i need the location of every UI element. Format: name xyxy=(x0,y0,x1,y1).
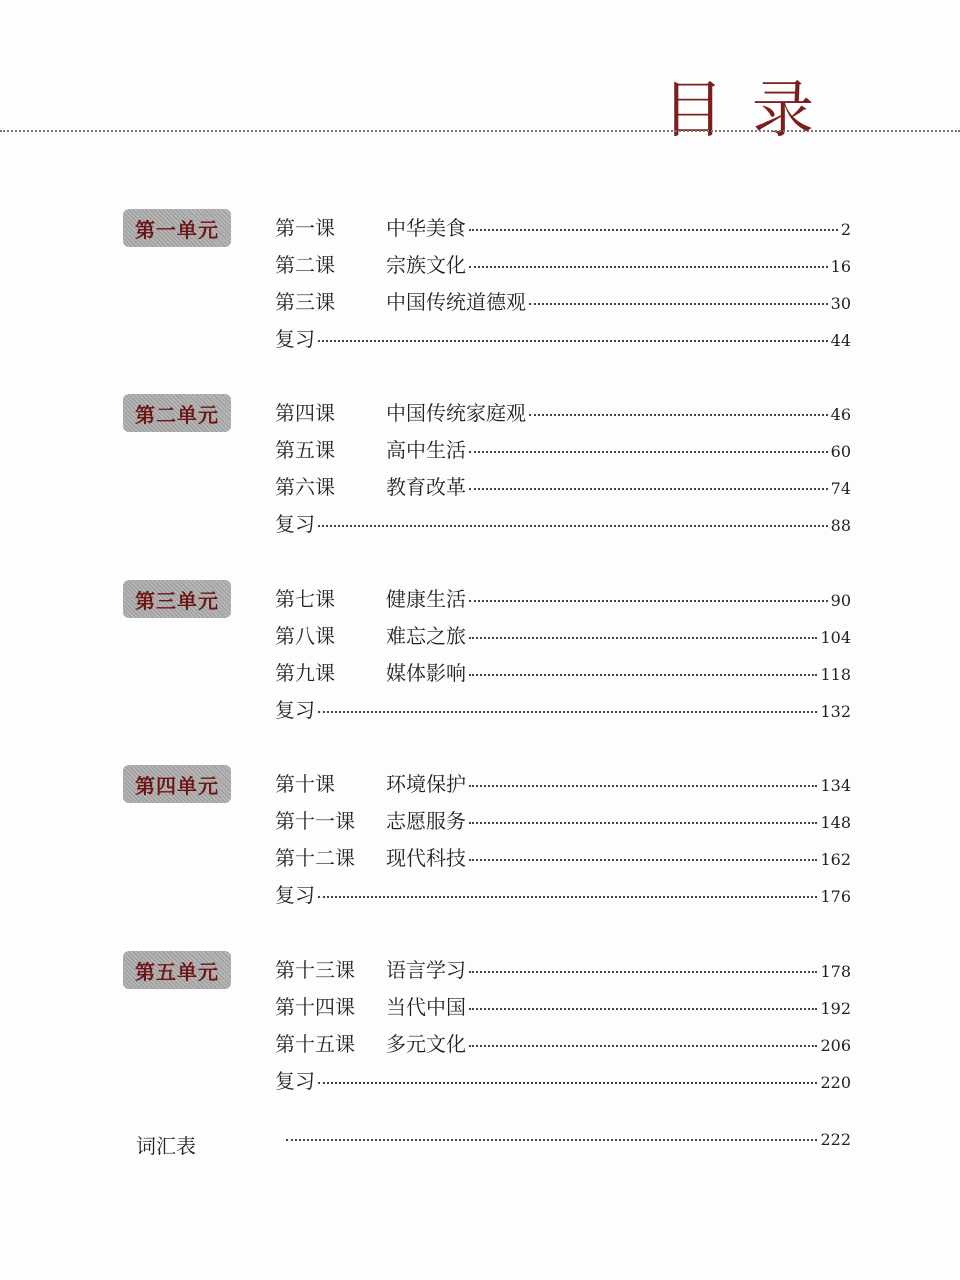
lesson-number: 第七课 xyxy=(275,587,335,611)
lesson-number: 第十一课 xyxy=(275,809,355,833)
lesson-number: 第十二课 xyxy=(275,846,355,870)
unit-badge: 第三单元 xyxy=(123,580,231,618)
page-number: 176 xyxy=(820,887,851,906)
leader-dots xyxy=(318,1082,817,1084)
lesson-number: 第二课 xyxy=(275,253,335,277)
toc-entry[interactable] xyxy=(275,1028,851,1058)
lesson-number: 第八课 xyxy=(275,624,335,648)
lesson-title: 难忘之旅 xyxy=(386,624,466,648)
leader-dots xyxy=(469,266,828,268)
leader-dots xyxy=(469,637,817,639)
leader-dots xyxy=(529,303,828,305)
lesson-title: 中国传统道德观 xyxy=(386,290,526,314)
toc-entry[interactable] xyxy=(275,842,851,872)
leader-dots xyxy=(529,414,828,416)
page-number: 60 xyxy=(830,442,851,461)
lesson-title: 高中生活 xyxy=(386,438,466,462)
leader-dots xyxy=(469,674,817,676)
page-number: 90 xyxy=(830,591,851,610)
page-number: 118 xyxy=(820,665,851,684)
toc-entry[interactable] xyxy=(275,508,851,538)
toc-entry[interactable] xyxy=(275,1065,851,1095)
lesson-title: 环境保护 xyxy=(386,772,466,796)
leader-dots xyxy=(469,1045,817,1047)
lesson-title: 教育改革 xyxy=(386,475,466,499)
lesson-number: 第十四课 xyxy=(275,995,355,1019)
leader-dots xyxy=(469,1008,817,1010)
lesson-number: 第五课 xyxy=(275,438,335,462)
toc-entry[interactable] xyxy=(275,286,851,316)
page-number: 88 xyxy=(830,516,851,535)
page-number: 46 xyxy=(830,405,851,424)
lesson-number: 复习 xyxy=(275,883,315,907)
lesson-number: 第十三课 xyxy=(275,958,355,982)
page-number: 222 xyxy=(820,1130,851,1149)
unit-badge: 第二单元 xyxy=(123,394,231,432)
dotted-divider xyxy=(0,130,960,132)
toc-entry[interactable] xyxy=(275,991,851,1021)
toc-entry[interactable] xyxy=(275,954,851,984)
toc-entry[interactable] xyxy=(275,434,851,464)
leader-dots xyxy=(469,859,817,861)
toc-entry[interactable] xyxy=(275,249,851,279)
page-title: 目录 xyxy=(661,73,842,146)
lesson-title: 健康生活 xyxy=(386,587,466,611)
leader-dots xyxy=(318,896,817,898)
toc-entry[interactable] xyxy=(275,323,851,353)
leader-dots xyxy=(318,711,817,713)
leader-dots xyxy=(469,971,817,973)
page-number: 132 xyxy=(820,702,851,721)
leader-dots xyxy=(286,1139,817,1141)
leader-dots xyxy=(469,451,828,453)
page-number: 148 xyxy=(820,813,851,832)
lesson-number: 第一课 xyxy=(275,216,335,240)
lesson-number: 第九课 xyxy=(275,661,335,685)
leader-dots xyxy=(469,785,817,787)
toc-entry[interactable] xyxy=(275,768,851,798)
page-number: 44 xyxy=(830,331,851,350)
unit-badge: 第五单元 xyxy=(123,951,231,989)
lesson-title: 多元文化 xyxy=(386,1032,466,1056)
lesson-number: 复习 xyxy=(275,698,315,722)
leader-dots xyxy=(469,229,838,231)
leader-dots xyxy=(469,600,828,602)
glossary-label: 词汇表 xyxy=(136,1134,196,1158)
page-number: 2 xyxy=(840,220,851,239)
lesson-title: 媒体影响 xyxy=(386,661,466,685)
page-number: 104 xyxy=(820,628,851,647)
lesson-number: 第四课 xyxy=(275,401,335,425)
toc-entry[interactable] xyxy=(275,805,851,835)
lesson-title: 语言学习 xyxy=(386,958,466,982)
page-number: 30 xyxy=(830,294,851,313)
page-number: 192 xyxy=(820,999,851,1018)
toc-entry[interactable] xyxy=(275,212,851,242)
lesson-number: 第六课 xyxy=(275,475,335,499)
lesson-title: 宗族文化 xyxy=(386,253,466,277)
leader-dots xyxy=(318,525,828,527)
page-number: 178 xyxy=(820,962,851,981)
toc-entry[interactable] xyxy=(275,879,851,909)
toc-entry[interactable] xyxy=(275,583,851,613)
lesson-title: 当代中国 xyxy=(386,995,466,1019)
lesson-number: 第十课 xyxy=(275,772,335,796)
toc-entry[interactable] xyxy=(275,694,851,724)
page-number: 162 xyxy=(820,850,851,869)
page-number: 206 xyxy=(820,1036,851,1055)
toc-entry[interactable] xyxy=(275,471,851,501)
toc-entry-glossary[interactable] xyxy=(283,1130,851,1160)
lesson-title: 中华美食 xyxy=(386,216,466,240)
lesson-title: 中国传统家庭观 xyxy=(386,401,526,425)
page-number: 74 xyxy=(830,479,851,498)
lesson-number: 第三课 xyxy=(275,290,335,314)
page-number: 134 xyxy=(820,776,851,795)
page-number: 16 xyxy=(830,257,851,276)
toc-entry[interactable] xyxy=(275,657,851,687)
page-number: 220 xyxy=(820,1073,851,1092)
lesson-number: 复习 xyxy=(275,327,315,351)
leader-dots xyxy=(318,340,828,342)
leader-dots xyxy=(469,822,817,824)
toc-entry[interactable] xyxy=(275,620,851,650)
toc-entry[interactable] xyxy=(275,397,851,427)
unit-badge: 第一单元 xyxy=(123,209,231,247)
lesson-title: 志愿服务 xyxy=(386,809,466,833)
unit-badge: 第四单元 xyxy=(123,765,231,803)
lesson-number: 复习 xyxy=(275,512,315,536)
lesson-number: 复习 xyxy=(275,1069,315,1093)
lesson-number: 第十五课 xyxy=(275,1032,355,1056)
leader-dots xyxy=(469,488,828,490)
lesson-title: 现代科技 xyxy=(386,846,466,870)
